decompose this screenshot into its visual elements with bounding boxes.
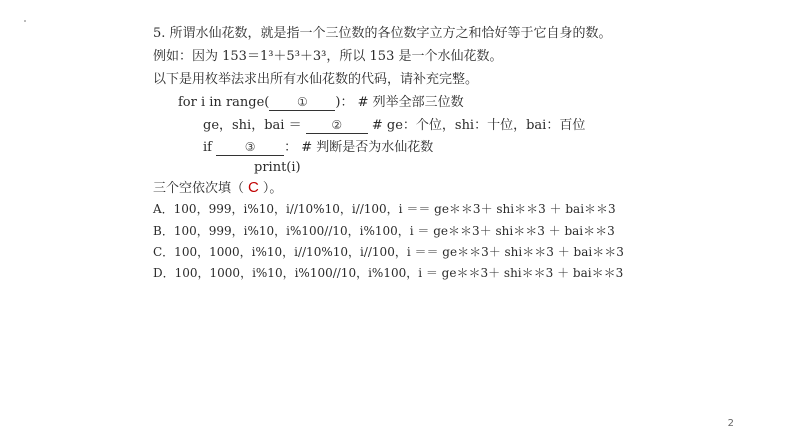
code-line-2-start: ge，shi，bai ＝: [203, 118, 306, 133]
corner-mark: [24, 20, 26, 22]
code-line-4: print(i): [254, 160, 301, 175]
option-b: B．100，999，i%10，i%100//10，i%100，i ＝ ge＊＊3＋ shi＊＊3 ＋ bai＊＊3: [153, 224, 615, 238]
option-d: D．100，1000，i%10，i%100//10，i%100，i ＝ ge＊＊3＋ shi＊＊3 ＋ bai＊＊3: [153, 266, 624, 280]
question-line-1: 5. 所谓水仙花数，就是指一个三位数的各位数字立方之和恰好等于它自身的数。: [153, 26, 612, 41]
code-line-1-end: )： # 列举全部三位数: [335, 95, 464, 110]
code-line-3-start: if: [203, 140, 217, 155]
option-a: A．100，999，i%10，i//10%10，i//100，i ＝＝ ge＊＊3＋ shi＊＊3 ＋ bai＊＊3: [153, 202, 616, 216]
question-line-2: 例如：因为 153＝1³＋5³＋3³，所以 153 是一个水仙花数。: [153, 49, 503, 64]
option-c: C．100，1000，i%10，i//10%10，i//100，i ＝＝ ge＊＊3＋ shi＊＊3 ＋ bai＊＊3: [153, 245, 624, 259]
blank-2-mark: ②: [331, 118, 343, 132]
code-line-2-end: # ge：个位，shi：十位，bai：百位: [367, 118, 586, 133]
blank-1-mark: ①: [296, 95, 308, 109]
code-line-3-end: ： # 判断是否为水仙花数: [284, 140, 434, 155]
answer-letter: C: [248, 179, 259, 196]
question-line-3: 以下是用枚举法求出所有水仙花数的代码，请补充完整。: [153, 72, 479, 87]
code-line-1: [178, 95, 464, 111]
page-number: 2: [727, 418, 734, 429]
prompt-end: ）。: [262, 181, 283, 196]
blank-3-mark: ③: [244, 140, 256, 154]
code-line-3: [203, 140, 433, 156]
prompt-start: 三个空依次填（: [153, 181, 245, 196]
blank-2: [306, 118, 368, 134]
code-line-1-start: for i in range(: [178, 95, 270, 110]
blank-3: [216, 140, 284, 156]
blank-1: [269, 95, 335, 111]
code-line-2: [203, 118, 585, 134]
answer-prompt: [153, 180, 282, 197]
